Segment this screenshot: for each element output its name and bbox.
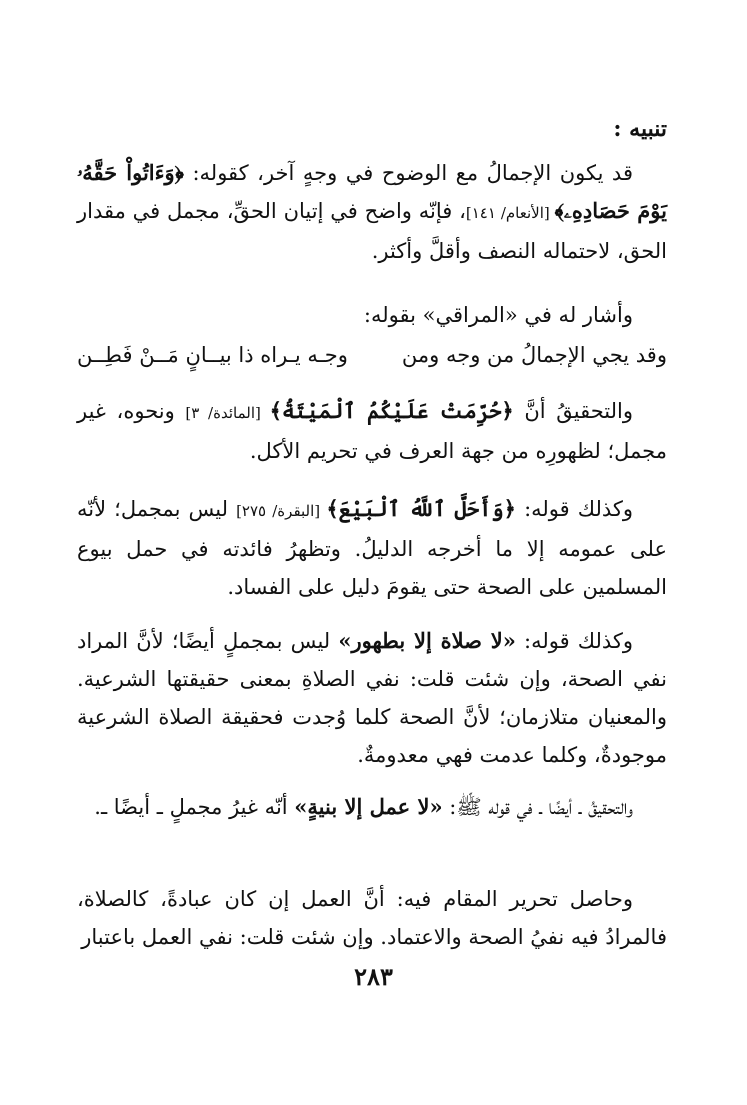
p1-quran-verse: ﴿وَءَاتُواْ حَقَّهُۥ يَوْمَ حَصَادِهِۦ﴾ xyxy=(77,160,667,223)
paragraph-6 xyxy=(77,788,667,826)
p5-text-a: وكذلك قوله: xyxy=(515,629,634,653)
p3-text-b: ونحوه، غير مجمل؛ لظهورِه من جهة العرف في تحريم الأكل. xyxy=(77,399,667,463)
paragraph-5 xyxy=(77,622,667,774)
p4-citation: [البقرة/ ٢٧٥] xyxy=(236,502,327,520)
p3-citation: [المائدة/ ٣] xyxy=(185,404,270,422)
p4-text-b: ليس بمجمل؛ لأنّه على عمومه إلا ما أخرجه الدليلُ. وتظهرُ فائدته في حمل بيوع المسلمين على الصحة حتى يقومَ دليل على الفساد. xyxy=(77,497,667,599)
poem-hemistich-left: وجـه يـراه ذا بيــانٍ مَــنْ فَطِــن xyxy=(77,343,348,367)
p5-hadith: «لا صلاة إلا بطهور» xyxy=(338,628,516,653)
p1-citation: [الأنعام/ ١٤١] xyxy=(465,204,555,222)
paragraph-4 xyxy=(77,490,667,606)
poem-hemistich-right: وقد يجي الإجمالُ من وجه ومن xyxy=(401,343,667,367)
paragraph-2: وأشار له في «المراقي» بقوله: xyxy=(363,303,633,327)
paragraph-1 xyxy=(77,154,667,270)
p3-text-a: والتحقيقُ أنَّ xyxy=(513,399,633,423)
p3-quran-verse: ﴿حُرِّمَتْ عَلَيْكُمُ ٱلْمَيْتَةُ﴾ xyxy=(269,398,514,423)
page-number: ٢٨٣ xyxy=(354,962,393,991)
paragraph-7: وحاصل تحرير المقام فيه: أنَّ العمل إن كان عبادةً، كالصلاة، فالمرادُ فيه نفيُ الصحة والاعتماد. وإن شئت قلت: نفي العمل باعتبار xyxy=(77,887,667,949)
p1-text-a: قد يكون الإجمالُ مع الوضوح في وجهٍ آخر، كقوله: xyxy=(183,161,633,185)
paragraph-3 xyxy=(77,392,667,470)
poem-line xyxy=(77,336,667,374)
p4-quran-verse: ﴿وَأَحَلَّ ٱللَّهُ ٱلْبَيْعَ﴾ xyxy=(326,496,516,521)
p6-text-a: والتحقيقُ ـ أيضًا ـ في قوله ﷺ: xyxy=(442,795,633,819)
p1-text-b: ، فإنّه واضح في إتيان الحقِّ، مجمل في مقدار الحق، لاحتماله النصف وأقلَّ وأكثر. xyxy=(77,199,667,263)
p4-text-a: وكذلك قوله: xyxy=(516,497,634,521)
p6-text-b: أنّه غيرُ مجملٍ ـ أيضًا ـ. xyxy=(94,795,295,819)
p5-text-b: ليس بمجملٍ أيضًا؛ لأنَّ المراد نفي الصحة، وإن شئت قلت: نفي الصلاةِ بمعنى حقيقتها الشرعية. والمعنيان متلازمان؛ لأنَّ الصحة كلما وُجدت فحقيقة الصلاة الشرعية موجودةٌ، وكلما عدمت فهي معدومةٌ. xyxy=(77,629,667,767)
p6-hadith: «لا عمل إلا بنيةٍ» xyxy=(294,794,443,819)
section-heading: تنبيه : xyxy=(613,116,667,142)
